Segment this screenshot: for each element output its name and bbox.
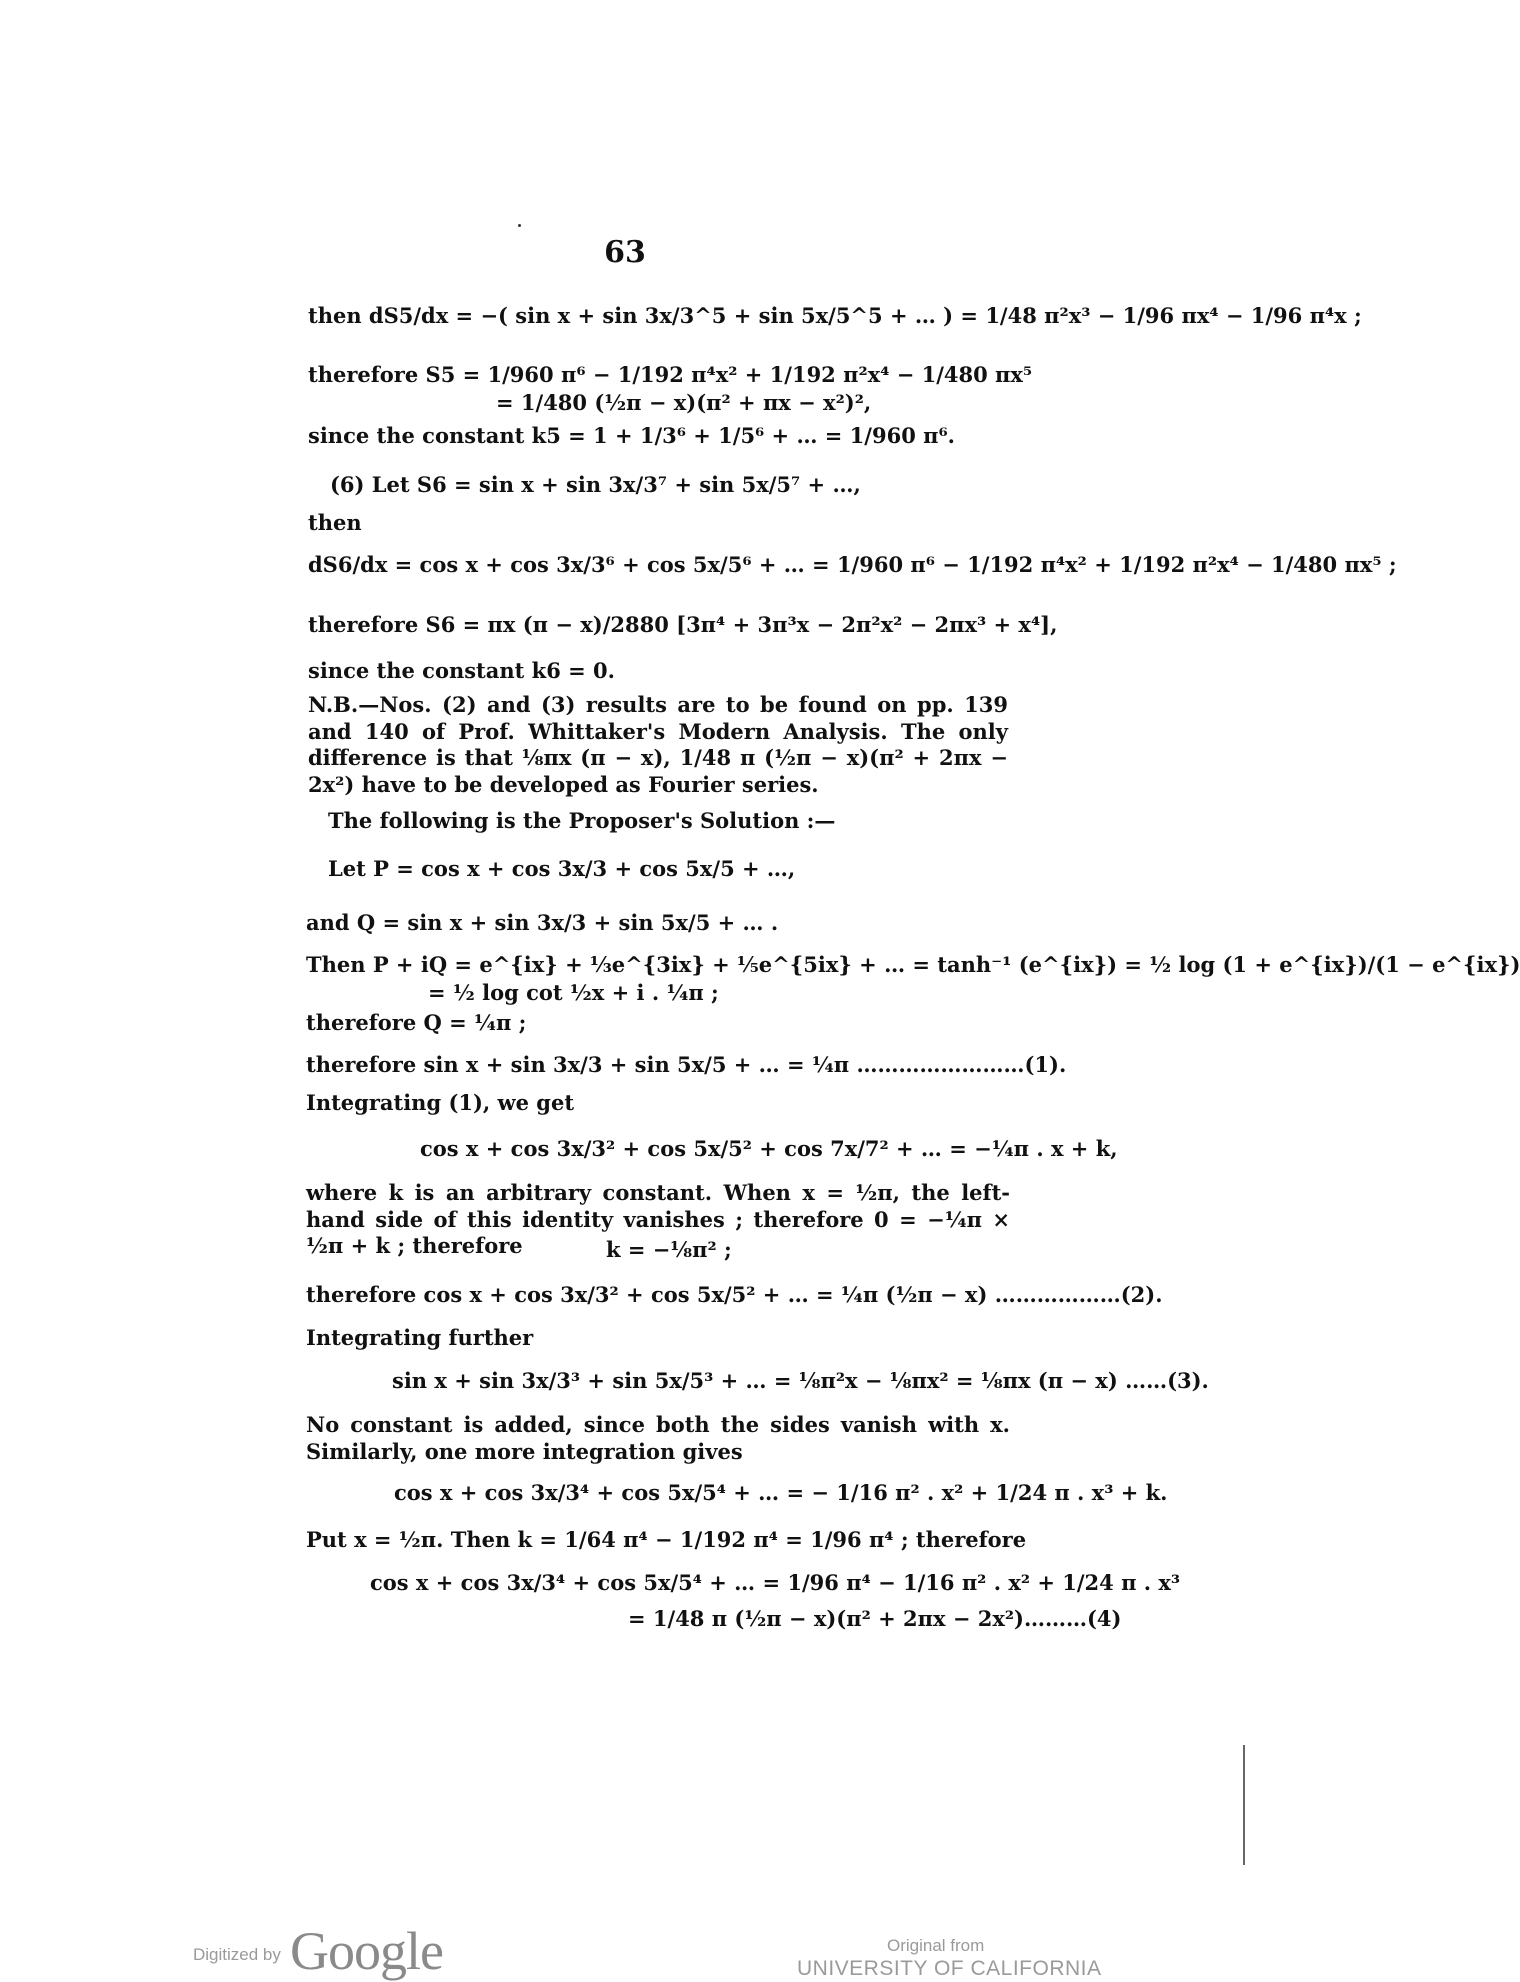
formula-line-3 [496, 390, 871, 415]
formula-line-7-text: dS6/dx = cos x + cos 3x/3⁶ + cos 5x/5⁶ + … = 1/960 π⁶ − 1/192 π⁴x² + 1/192 π²x⁴ − 1/480 πx⁵ ; [308, 552, 1397, 577]
digitized-by-label: Digitized by [193, 1945, 281, 1964]
solution-line-16: Put x = ½π. Then k = 1/64 π⁴ − 1/192 π⁴ = 1/96 π⁴ ; therefore [306, 1527, 1027, 1552]
solution-line-13: sin x + sin 3x/3³ + sin 5x/5³ + … = ⅛π²x − ⅛πx² = ⅛πx (π − x) ……(3). [392, 1368, 1209, 1393]
formula-line-5 [330, 472, 861, 497]
proposer-intro: The following is the Proposer's Solution :— [328, 808, 836, 833]
formula-line-1-text: then dS5/dx = −( sin x + sin 3x/3^5 + sin 5x/5^5 + … ) = 1/48 π²x³ − 1/96 πx⁴ − 1/96 π⁴x ; [308, 303, 1362, 328]
scan-speck [518, 224, 521, 227]
solution-line-8: cos x + cos 3x/3² + cos 5x/5² + cos 7x/7² + … = −¼π . x + k, [420, 1136, 1118, 1161]
formula-line-2 [308, 362, 1032, 387]
formula-line-6-text: then [308, 510, 362, 535]
formula-line-2-text: therefore S5 = 1/960 π⁶ − 1/192 π⁴x² + 1/192 π²x⁴ − 1/480 πx⁵ [308, 362, 1033, 387]
original-from-label: Original from [887, 1936, 985, 1955]
solution-line-6: therefore sin x + sin 3x/3 + sin 5x/5 + … = ¼π ……………………(1). [306, 1052, 1067, 1077]
solution-line-2: and Q = sin x + sin 3x/3 + sin 5x/5 + … . [306, 910, 779, 935]
formula-line-8 [308, 612, 1057, 637]
formula-line-6 [308, 510, 362, 535]
formula-line-9-text: since the constant k6 = 0. [308, 658, 615, 683]
solution-line-17: cos x + cos 3x/3⁴ + cos 5x/5⁴ + … = 1/96 π⁴ − 1/16 π² . x² + 1/24 π . x³ [370, 1570, 1181, 1595]
institution-label: UNIVERSITY OF CALIFORNIA [797, 1957, 1102, 1980]
solution-line-15: cos x + cos 3x/3⁴ + cos 5x/5⁴ + … = − 1/16 π² . x² + 1/24 π . x³ + k. [394, 1480, 1168, 1505]
google-logo: Google [290, 1921, 443, 1981]
solution-paragraph-1: where k is an arbitrary constant. When x = ½π, the left-hand side of this identity vanishes ; therefore 0 = −¼π × ½π + k ; therefore [306, 1180, 1010, 1259]
nb-paragraph: N.B.—Nos. (2) and (3) results are to be found on pp. 139 and 140 of Prof. Whittaker's Modern Analysis. The only difference is that ⅛πx (π − x), 1/48 π (½π − x)(π² + 2πx − 2x²) have to be developed as Fourier series. [308, 692, 1008, 797]
solution-line-3: Then P + iQ = e^{ix} + ⅓e^{3ix} + ⅕e^{5ix} + … = tanh⁻¹ (e^{ix}) = ½ log (1 + e^{ix})/(1 − e^{ix}) [306, 952, 1520, 977]
formula-line-4 [308, 423, 955, 448]
solution-line-1: Let P = cos x + cos 3x/3 + cos 5x/5 + …, [328, 856, 796, 881]
formula-line-1 [308, 303, 1362, 328]
formula-line-4-text: since the constant k5 = 1 + 1/3⁶ + 1/5⁶ + … = 1/960 π⁶. [308, 423, 955, 448]
solution-line-7: Integrating (1), we get [306, 1090, 575, 1115]
formula-line-7 [308, 552, 1397, 577]
solution-line-12: Integrating further [306, 1325, 534, 1350]
solution-paragraph-2: No constant is added, since both the sides vanish with x. Similarly, one more integration gives [306, 1412, 1010, 1464]
solution-line-18: = 1/48 π (½π − x)(π² + 2πx − 2x²)………(4) [628, 1606, 1122, 1631]
solution-line-5: therefore Q = ¼π ; [306, 1010, 527, 1035]
page-number: 63 [604, 235, 646, 270]
solution-line-10: k = −⅛π² ; [606, 1237, 732, 1262]
formula-line-5-text: (6) Let S6 = sin x + sin 3x/3⁷ + sin 5x/5⁷ + …, [330, 472, 861, 497]
solution-line-11: therefore cos x + cos 3x/3² + cos 5x/5² + … = ¼π (½π − x) ………………(2). [306, 1282, 1163, 1307]
formula-line-8-text: therefore S6 = πx (π − x)/2880 [3π⁴ + 3π³x − 2π²x² − 2πx³ + x⁴], [308, 612, 1058, 637]
solution-line-4: = ½ log cot ½x + i . ¼π ; [428, 980, 719, 1005]
formula-line-9 [308, 658, 615, 683]
formula-line-3-text: = 1/480 (½π − x)(π² + πx − x²)², [496, 390, 872, 415]
scan-edge-mark [1243, 1745, 1245, 1865]
